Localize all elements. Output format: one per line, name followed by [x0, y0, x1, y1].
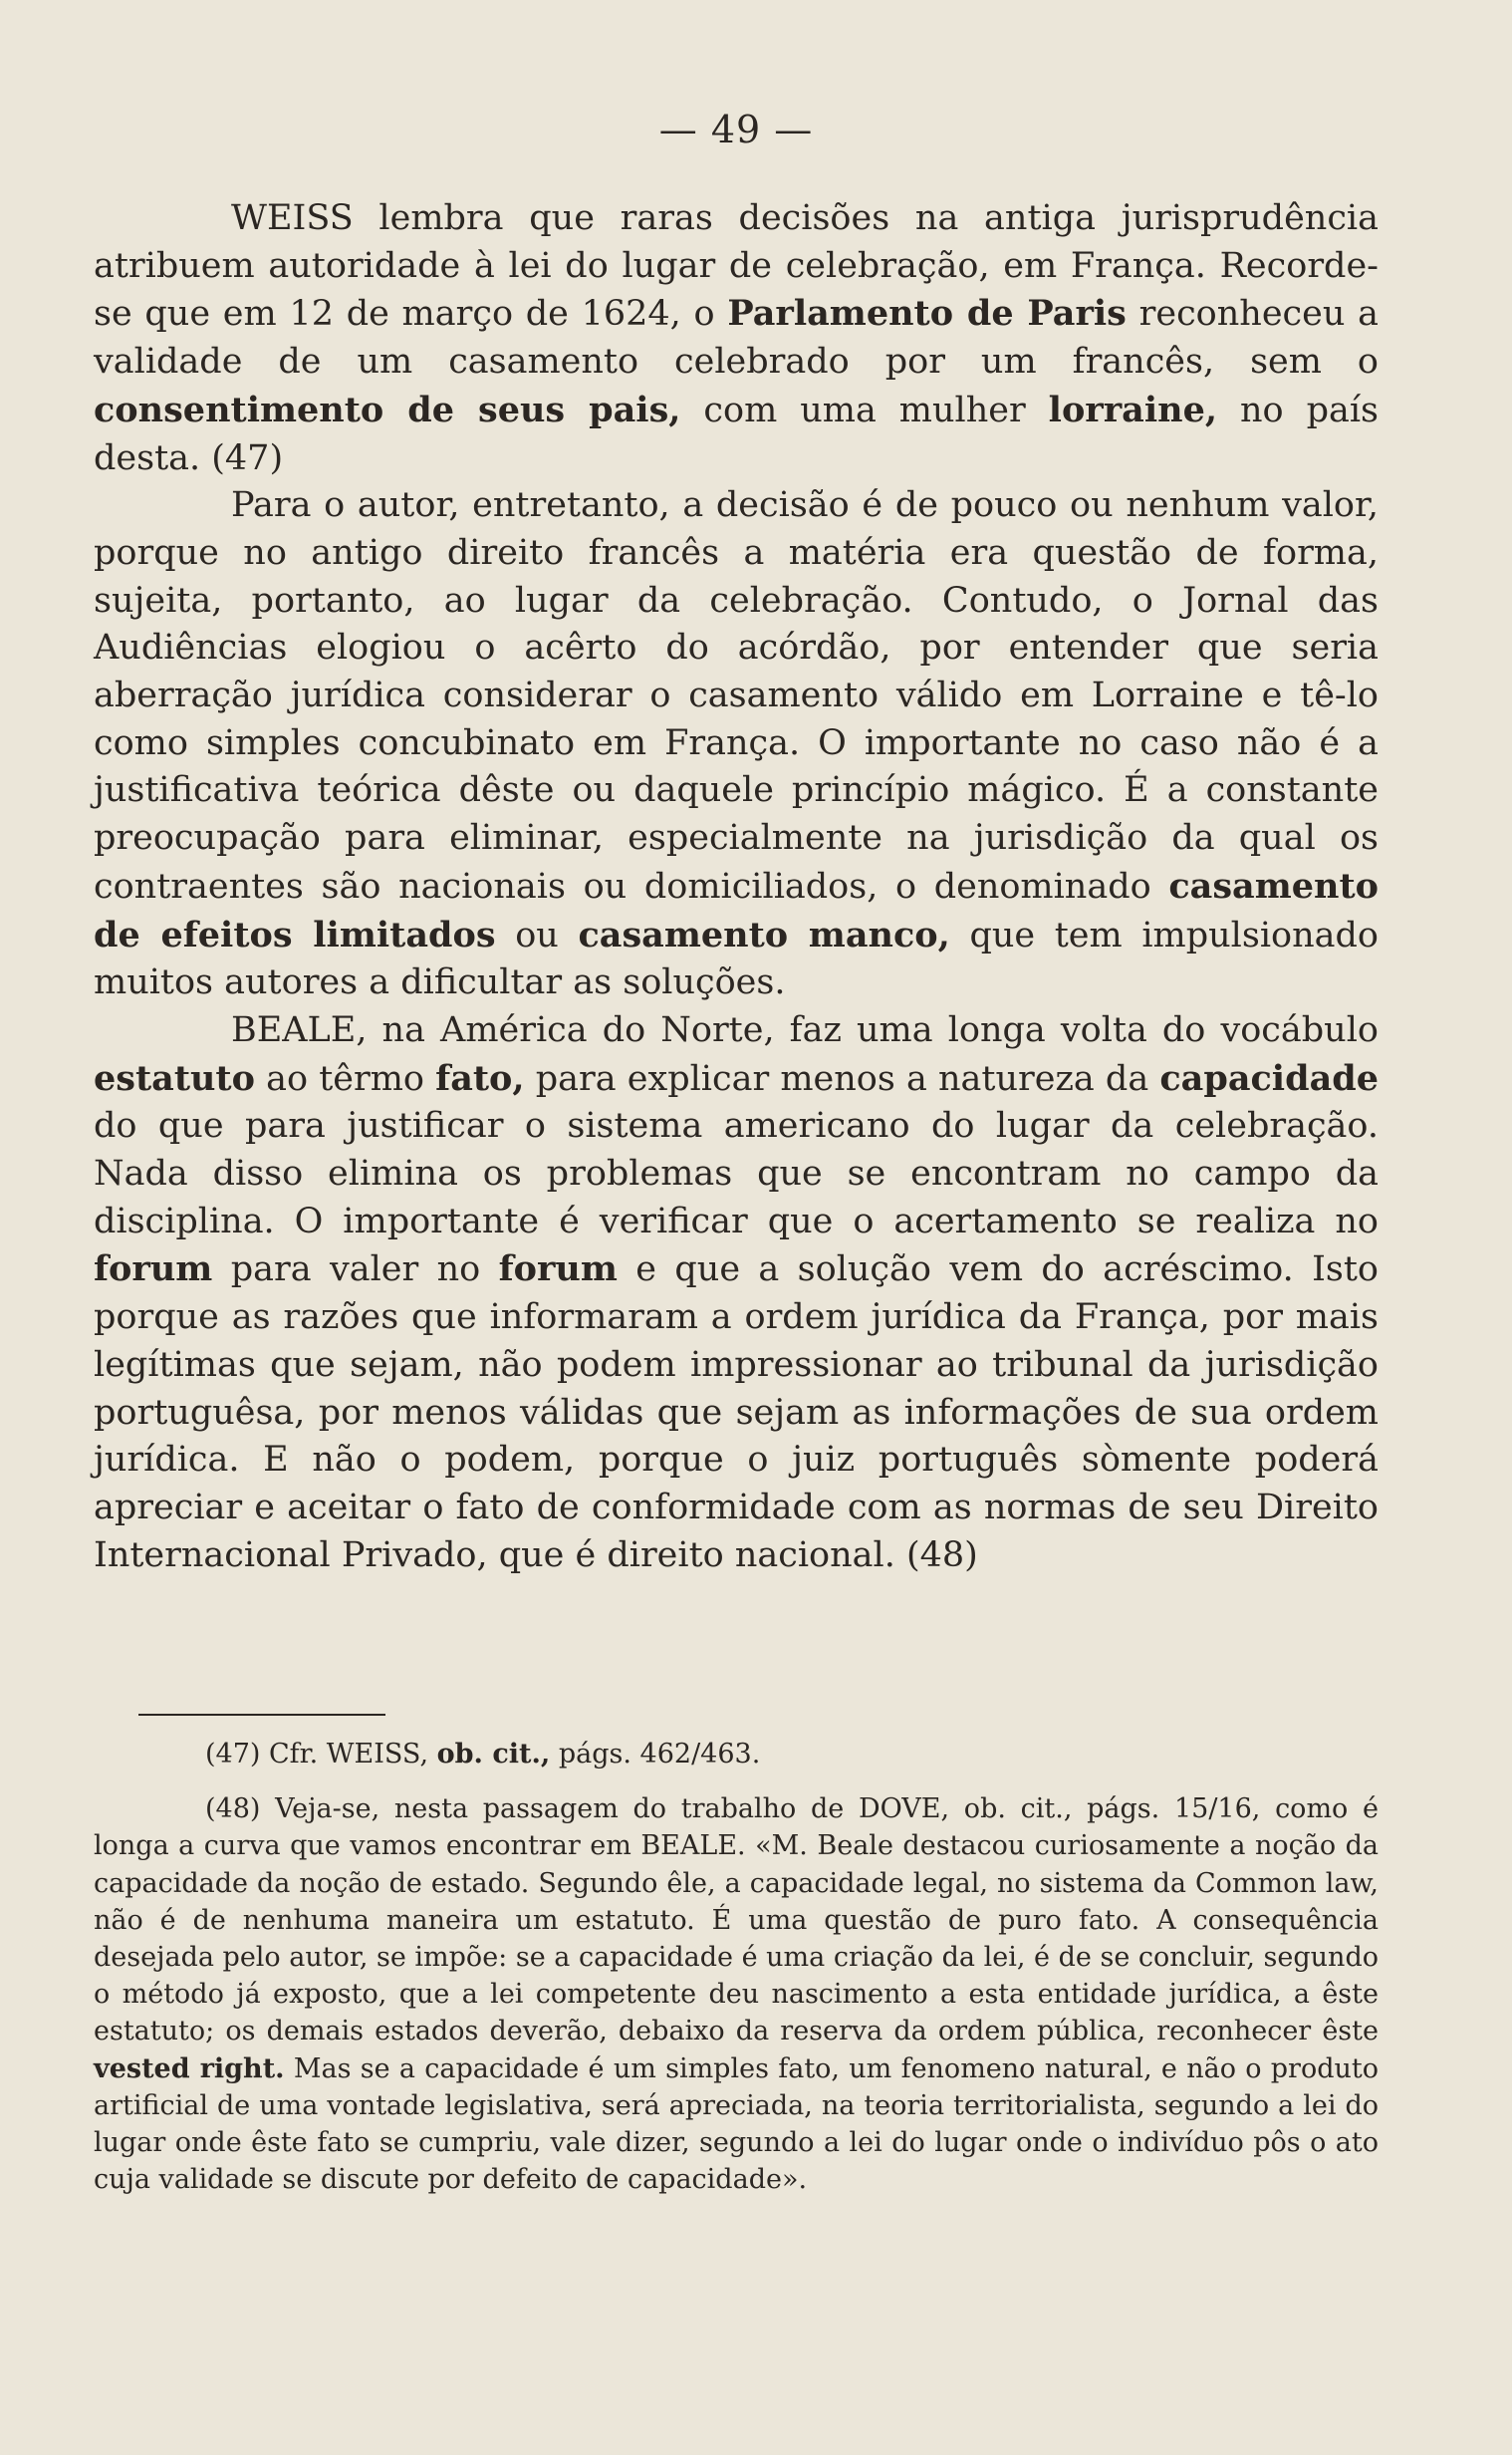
bold-run: casamento manco,: [578, 914, 950, 955]
text-run: do que para justificar o sistema americano do lugar da celebração. Nada disso elimina os problemas que se encontram no campo da disciplina. O importante é verificar que o acertamento se realiza no: [94, 1106, 1379, 1241]
text-run: no país desta. (47): [94, 390, 1379, 478]
page-number: — 49 —: [658, 108, 814, 151]
bold-run: ob. cit.,: [436, 1739, 551, 1770]
paragraph-beale: [94, 1007, 1379, 1579]
bold-run: Parlamento de Paris: [727, 293, 1127, 335]
text-run: com uma mulher: [680, 390, 1049, 430]
bold-run: fato,: [435, 1057, 525, 1099]
bold-run: casamento de efeitos limitados: [94, 865, 1379, 955]
bold-run: lorraine,: [1048, 389, 1218, 430]
text-run: Para o autor, entretanto, a decisão é de pouco ou nenhum valor, porque no antigo direito francês a matéria era questão de forma, sujeita, portanto, ao lugar da celebração. Contudo, o Jornal das Audiências elogiou o acêrto do acórdão, por entender que seria aberração jurídica considerar o casamento válido em Lorraine e tê-lo como simples concubinato em França. O importante no caso não é a justificativa teórica dêste ou daquele princípio mágico. É a constante preocupação para eliminar, especialmente na jurisdição da qual os contraentes são nacionais ou domiciliados, o denominado: [94, 485, 1379, 907]
text-run: BEALE, na América do Norte, faz uma longa volta do vocábulo: [231, 1009, 1379, 1050]
text-run: reconheceu a validade de um casamento celebrado por um francês, sem o: [94, 294, 1379, 383]
text-run: Mas se a capacidade é um simples fato, um fenomeno natural, e não o produto artificial de uma vontade legislativa, será apreciada, na teoria territorialista, segundo a lei do lugar onde êste fato se cumpriu, vale dizer, segundo a lei do lugar onde o indivíduo pôs o ato cuja validade se discute por defeito de capacidade».: [94, 2052, 1379, 2196]
text-run: que tem impulsionado muitos autores a dificultar as soluções.: [94, 915, 1379, 1003]
bold-run: forum: [94, 1248, 213, 1290]
text-run: e que a solução vem do acréscimo. Isto porque as razões que informaram a ordem jurídica da França, por mais legítimas que sejam, não podem impressionar ao tribunal da jurisdição portuguêsa, por menos válidas que sejam as informações de sua ordem jurídica. E não o podem, porque o juiz português sòmente poderá apreciar e aceitar o fato de conformidade com as normas de seu Direito Internacional Privado, que é direito nacional. (48): [94, 1249, 1379, 1575]
bold-run: capacidade: [1159, 1057, 1379, 1099]
text-run: ou: [495, 915, 579, 955]
text-run: (48) Veja-se, nesta passagem do trabalho de DOVE, ob. cit., págs. 15/16, como é longa a curva que vamos encontrar em BEALE. «M. Beale destacou curiosamente a noção da capacidade da noção de estado. Segundo êle, a capacidade legal, no sistema da Common law, não é de nenhuma maneira um estatuto. É uma questão de puro fato. A consequência desejada pelo autor, se impõe: se a capacidade é uma criação da lei, é de se concluir, segundo o método já exposto, que a lei competente deu nascimento a esta entidade jurídica, a êste estatuto; os demais estados deverão, debaixo da reserva da ordem pública, reconhecer êste: [94, 1793, 1379, 2047]
footnote-47: [94, 1736, 1379, 1773]
book-page: [94, 0, 1379, 2455]
bold-run: consentimento de seus pais,: [94, 389, 681, 430]
text-run: ao têrmo: [254, 1058, 436, 1099]
text-run: para explicar menos a natureza da: [524, 1058, 1160, 1099]
text-run: (47) Cfr. WEISS,: [205, 1739, 437, 1770]
bold-run: forum: [498, 1248, 618, 1290]
text-run: WEISS lembra que raras decisões na antiga jurisprudência atribuem autoridade à lei do lugar de celebração, em França. Recorde-se que em 12 de março de 1624, o: [94, 198, 1379, 335]
text-run: para valer no: [212, 1249, 499, 1290]
footnote-48: [94, 1790, 1379, 2198]
paragraph-weiss: [94, 195, 1379, 482]
paragraph-autor: [94, 482, 1379, 1007]
footnotes: [94, 1736, 1379, 2198]
footnote-separator: [138, 1714, 385, 1716]
bold-run: estatuto: [94, 1057, 255, 1099]
main-text: [94, 195, 1379, 1579]
bold-run: vested right.: [94, 2052, 285, 2084]
text-run: págs. 462/463.: [550, 1739, 761, 1770]
